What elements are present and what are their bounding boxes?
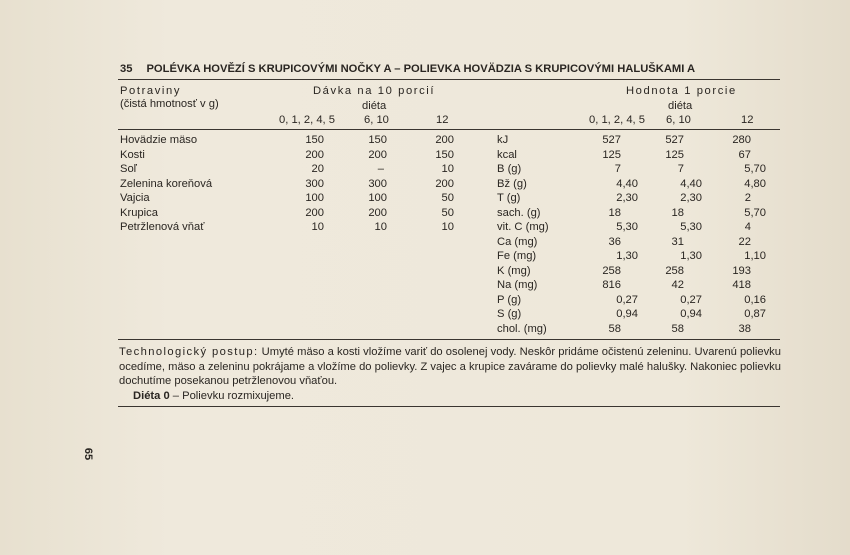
procedure-lead: Technologický postup: (119, 346, 259, 358)
col-title-value: Hodnota 1 porcie (626, 85, 737, 97)
right-subcol-2: 6, 10 (666, 114, 691, 126)
recipe-header (120, 63, 780, 75)
food-value: 200 (305, 206, 324, 219)
nutrient-name: Bž (g) (497, 177, 527, 190)
food-value: 50 (441, 192, 454, 204)
nutrient-name: kcal (497, 148, 517, 161)
nutrient-value: 38 (738, 322, 751, 335)
nutrient-name: chol. (mg) (497, 322, 547, 335)
nutrient-value: 4,40 (616, 177, 638, 190)
food-value: 10 (374, 221, 387, 233)
procedure-text (119, 345, 781, 403)
recipe-title: POLÉVKA HOVĚZÍ S KRUPICOVÝMI NOČKY A – POLIEVKA HOVÄDZIA S KRUPICOVÝMI HALUŠKAMI A (146, 63, 696, 75)
nutrient-value: 0,16 (744, 293, 766, 306)
food-value: 10 (311, 221, 324, 233)
nutrient-value: 0,27 (680, 293, 702, 306)
table-bottom-rule (118, 339, 780, 340)
food-value: 200 (435, 177, 454, 190)
right-diet-label: diéta (668, 100, 693, 112)
procedure-body: Umyté mäso a kosti vložíme variť do osolenej vody. Neskôr pridáme očistenú zeleninu. Uvarenú polievku ocedíme, mäso a zeleninu pokrájame a vložíme do polievky. Z vajec a krupice zavárame do polievky malé halušky. Nakoniec polievku dochutíme posekanou petržlenovou vňaťou. (119, 346, 782, 387)
food-value: 200 (368, 148, 387, 161)
food-value: 10 (441, 163, 454, 175)
nutrient-value: 4,80 (744, 177, 766, 190)
left-diet-label: diéta (362, 100, 387, 112)
nutrient-value: 1,10 (744, 250, 766, 262)
nutrient-value: 280 (732, 134, 751, 146)
nutrient-name: Ca (mg) (497, 235, 538, 248)
nutrient-name: Na (mg) (497, 279, 538, 291)
nutrient-value: 2,30 (680, 192, 702, 204)
nutrient-value: 58 (671, 322, 684, 335)
nutrient-value: 7 (677, 163, 684, 175)
nutrient-value: 5,30 (680, 221, 702, 233)
nutrient-name: B (g) (497, 163, 522, 175)
nutrient-value: 193 (732, 264, 751, 277)
nutrient-value: 0,94 (680, 308, 702, 320)
food-value: 200 (305, 148, 324, 161)
right-subcol-3: 12 (741, 114, 754, 126)
nutrient-name: P (g) (497, 293, 522, 306)
page-number: 65 (82, 447, 95, 461)
food-name: Krupica (120, 206, 158, 219)
food-value: 200 (435, 134, 454, 146)
nutrient-value: 18 (608, 206, 621, 219)
nutrient-value: 5,70 (744, 206, 766, 219)
food-name: Hovädzie mäso (120, 134, 198, 146)
nutrient-value: 2 (744, 192, 751, 204)
nutrient-value: 0,87 (744, 308, 766, 320)
food-value: 150 (368, 134, 387, 146)
nutrient-name: kJ (497, 134, 509, 146)
food-value: 300 (305, 177, 324, 190)
food-value: 150 (305, 134, 324, 146)
food-value: 10 (441, 221, 454, 233)
nutrient-value: 527 (665, 134, 684, 146)
nutrient-name: vit. C (mg) (497, 221, 549, 233)
nutrient-value: 22 (738, 235, 751, 248)
food-name: Soľ (120, 163, 137, 175)
nutrient-value: 5,30 (616, 221, 638, 233)
nutrient-value: 125 (665, 148, 684, 161)
nutrient-value: 418 (732, 279, 751, 291)
left-subcol-1: 0, 1, 2, 4, 5 (279, 114, 335, 126)
nutrient-value: 527 (602, 134, 621, 146)
table-head-rule (118, 129, 780, 130)
food-value: 100 (368, 192, 387, 204)
nutrient-value: 7 (614, 163, 621, 175)
nutrient-value: 258 (665, 264, 684, 277)
nutrient-value: 0,94 (616, 308, 638, 320)
col-title-dose: Dávka na 10 porcií (313, 85, 436, 97)
diet-note-lead: Diéta 0 (133, 389, 170, 402)
nutrient-value: 125 (602, 148, 621, 161)
nutrient-value: 0,27 (616, 293, 638, 306)
nutrient-name: sach. (g) (497, 206, 541, 219)
food-value: 20 (311, 163, 324, 175)
nutrient-value: 258 (602, 264, 621, 277)
nutrient-value: 18 (671, 206, 684, 219)
nutrient-value: 1,30 (616, 250, 638, 262)
food-value: 50 (441, 206, 454, 219)
nutrient-name: T (g) (497, 192, 521, 204)
food-value: 200 (368, 206, 387, 219)
diet-note-text: – Polievku rozmixujeme. (172, 389, 295, 402)
nutrient-value: 816 (602, 279, 621, 291)
food-value: 150 (435, 148, 454, 161)
nutrient-value: 4,40 (680, 177, 702, 190)
header-rule (118, 79, 780, 80)
food-name: Petržlenová vňať (120, 221, 205, 233)
nutrient-value: 67 (738, 148, 751, 161)
food-name: Zelenina koreňová (120, 177, 213, 190)
food-value: 300 (368, 177, 387, 190)
food-value: – (377, 163, 384, 175)
left-subcol-2: 6, 10 (364, 114, 389, 126)
nutrient-value: 42 (671, 279, 684, 291)
nutrient-value: 36 (608, 235, 621, 248)
nutrient-value: 5,70 (744, 163, 766, 175)
nutrient-value: 1,30 (680, 250, 702, 262)
left-subcol-3: 12 (436, 114, 449, 126)
food-value: 100 (305, 192, 324, 204)
nutrient-value: 58 (608, 322, 621, 335)
recipe-number: 35 (120, 63, 133, 75)
col-title-foods: Potraviny (120, 85, 182, 97)
col-subtitle-weight: (čistá hmotnosť v g) (120, 98, 219, 110)
nutrient-name: S (g) (497, 308, 522, 320)
nutrient-value: 31 (671, 235, 684, 248)
procedure-bottom-rule (118, 406, 780, 407)
nutrient-name: K (mg) (497, 264, 531, 277)
nutrient-value: 2,30 (616, 192, 638, 204)
food-name: Kosti (120, 148, 145, 161)
food-name: Vajcia (120, 192, 150, 204)
nutrient-name: Fe (mg) (497, 250, 537, 262)
nutrient-value: 4 (744, 221, 751, 233)
right-subcol-1: 0, 1, 2, 4, 5 (589, 114, 645, 126)
